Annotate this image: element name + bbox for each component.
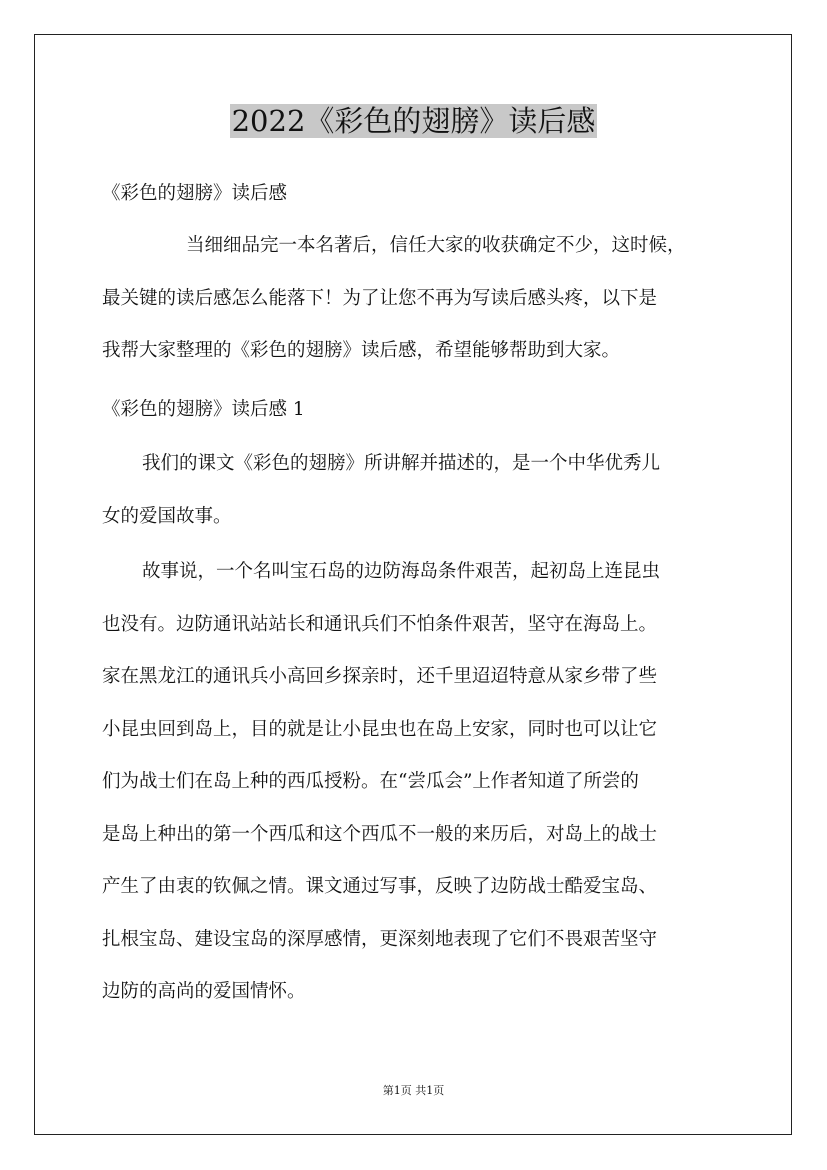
section-heading-text: 《彩色的翅膀》读后感 1: [102, 399, 305, 420]
paragraph-2: [102, 546, 742, 1019]
paragraph-line: 家在黑龙江的通讯兵小高回乡探亲时，还千里迢迢特意从家乡带了些: [102, 666, 658, 687]
section-heading: [102, 384, 742, 437]
paragraph-1: [102, 438, 742, 543]
paragraph-line: 产生了由衷的钦佩之情。课文通过写事，反映了边防战士酷爱宝岛、: [102, 876, 658, 897]
page-footer: 第1页 共1页: [382, 1084, 445, 1097]
intro-line: 最关键的读后感怎么能落下！为了让您不再为写读后感头疼，以下是: [102, 287, 658, 309]
paragraph-line: 我们的课文《彩色的翅膀》所讲解并描述的，是一个中华优秀儿: [142, 453, 661, 474]
paragraph-line: 边防的高尚的爱国情怀。: [102, 981, 306, 1002]
subtitle: [102, 168, 742, 221]
paragraph-line: 扎根宝岛、建设宝岛的深厚感情，更深刻地表现了它们不畏艰苦坚守: [102, 928, 658, 950]
intro-line: 当细细品完一本名著后，信任大家的收获确定不少，这时候，: [186, 235, 686, 256]
paragraph-line: 们为战士们在岛上种的西瓜授粉。在“尝瓜会”上作者知道了所尝的: [102, 771, 639, 792]
paragraph-line: 是岛上种出的第一个西瓜和这个西瓜不一般的来历后，对岛上的战士: [102, 823, 658, 845]
subtitle-text: 《彩色的翅膀》读后感: [102, 183, 288, 204]
paragraph-line: 故事说，一个名叫宝石岛的边防海岛条件艰苦，起初岛上连昆虫: [142, 561, 661, 582]
paragraph-line: 也没有。边防通讯站站长和通讯兵们不怕条件艰苦，坚守在海岛上。: [102, 613, 658, 635]
intro-paragraph: [102, 220, 742, 378]
paragraph-line: 小昆虫回到岛上，目的就是让小昆虫也在岛上安家，同时也可以让它: [102, 718, 658, 740]
paragraph-line: 女的爱国故事。: [102, 505, 232, 527]
document-title-wrap: [0, 100, 827, 142]
intro-line: 我帮大家整理的《彩色的翅膀》读后感，希望能够帮助到大家。: [102, 340, 621, 361]
document-title: 2022《彩色的翅膀》读后感: [231, 104, 596, 138]
